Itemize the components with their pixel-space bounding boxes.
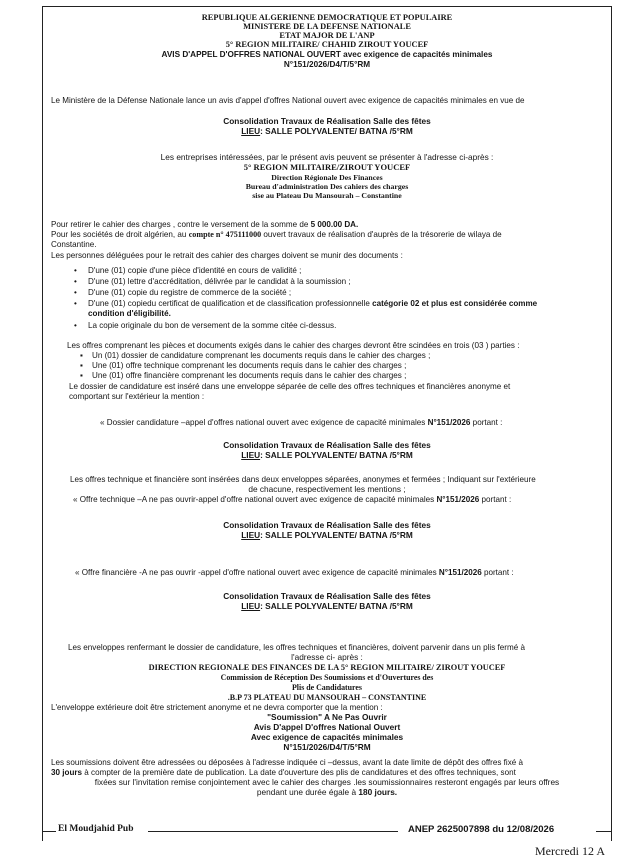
project-lieu-2: LIEU: SALLE POLYVALENTE/ BATNA /5°RM	[241, 450, 413, 460]
header-line-3: ETAT MAJOR DE L'ANP	[279, 31, 375, 40]
mention-fin: « Offre financière -A ne pas ouvrir -appel d'offre national ouvert avec exigence de capacité minimales N°151/2026 portant :	[75, 568, 514, 577]
offre-item-3: ▪ Une (01) offre financière comprenant les documents requis dans le cahier des charges ;	[80, 371, 407, 380]
address1-line-3: Bureau d'administration Des cahiers des charges	[245, 182, 409, 191]
doc-item-3: • D'une (01) copie du registre de commerce de la société ;	[74, 288, 292, 297]
retrait-line-3: Constantine.	[51, 240, 97, 249]
footer-rule-left	[42, 831, 56, 832]
offre-item-2: ▪ Une (01) offre technique comprenant les documents requis dans le cahier des charges ;	[80, 361, 407, 370]
address-intro: Les entreprises intéressées, par le présent avis peuvent se présenter à l'adresse ci-après :	[160, 152, 494, 162]
dossier-text-1: Le dossier de candidature est inséré dans une enveloppe séparée de celle des offres techniques et financières anonyme et	[69, 382, 511, 391]
final-line-3: fixées sur l'invitation remise conjointement avec le cahier des charges .les soumissionnaires resteront engagés par leurs offres	[94, 777, 560, 787]
footer-rule-middle	[148, 831, 398, 832]
enveloppe-ext-text: L'enveloppe extérieure doit être strictement anonyme et ne devra comporter que la mention :	[51, 703, 383, 712]
soumission-line-2: Avis D'appel D'offres National Ouvert	[253, 722, 401, 732]
address1-line-4: sise au Plateau Du Mansourah – Constantine	[252, 191, 402, 200]
project-title-4: Consolidation Travaux de Réalisation Salle des fêtes	[223, 591, 431, 601]
docs-intro: Les personnes déléguées pour le retrait des cahier des charges doivent se munir des documents :	[51, 251, 403, 260]
retrait-amount: 5 000.00 DA.	[310, 220, 359, 229]
project-title-2: Consolidation Travaux de Réalisation Salle des fêtes	[223, 440, 431, 450]
mention-tech: « Offre technique –A ne pas ouvrir-appel d'offre national ouvert avec exigence de capacité minimales N°151/2026 portant :	[73, 495, 512, 504]
soumission-line-4: N°151/2026/D4/T/5°RM	[283, 742, 371, 752]
header-line-2: MINISTERE DE LA DEFENSE NATIONALE	[243, 22, 411, 31]
header-line-5: AVIS D'APPEL D'OFFRES NATIONAL OUVERT avec exigence de capacités minimales	[161, 50, 493, 59]
address2-line-1: DIRECTION REGIONALE DES FINANCES DE LA 5° REGION MILITAIRE/ ZIROUT YOUCEF	[148, 663, 506, 672]
enveloppes-text-1: Les enveloppes renfermant le dossier de candidature, les offres techniques et financières, doivent parvenir dans un plis fermé à	[68, 643, 525, 652]
tech-fin-text-1: Les offres technique et financière sont insérées dans deux enveloppes séparées, anonymes et fermées ; Indiquant sur l'extérieure	[70, 475, 536, 484]
intro-text: Le Ministère de la Défense Nationale lance un avis d'appel d'offres National ouvert avec exigence de capacités minimales en vue de	[51, 96, 525, 105]
doc-item-4: • D'une (01) copiedu certificat de qualification et de classification professionnelle catégorie 02 et plus est considérée comme	[74, 299, 538, 308]
project-lieu-4: LIEU: SALLE POLYVALENTE/ BATNA /5°RM	[241, 601, 413, 611]
lieu-value: : SALLE POLYVALENTE/ BATNA /5°RM	[260, 126, 413, 136]
soumission-line-3: Avec exigence de capacités minimales	[250, 732, 404, 742]
project-title-3: Consolidation Travaux de Réalisation Salle des fêtes	[223, 520, 431, 530]
retrait-line-2	[51, 230, 607, 240]
address2-line-2: Commission de Réception Des Soumissions et d'Ouvertures des	[220, 673, 434, 682]
offres-intro: Les offres comprenant les pièces et documents exigés dans le cahier des charges devront être scindées en trois (03 ) parties :	[67, 341, 520, 350]
project-lieu-1	[42, 127, 612, 137]
footer-rule-right	[596, 831, 612, 832]
doc-item-4-cont: condition d'éligibilité.	[88, 309, 171, 318]
offre-item-1: ▪ Un (01) dossier de candidature comprenant les documents requis dans le cahier des charges ;	[80, 351, 431, 360]
retrait-text-3: ouvert travaux de réalisation d'auprès de la trésorerie de wilaya de	[261, 230, 502, 239]
address1-line-2: Direction Régionale Des Finances	[271, 173, 383, 182]
header-line-6: N°151/2026/D4/T/5°RM	[283, 60, 371, 69]
final-line-2: 30 jours à compter de la première date de publication. La date d'ouverture des plis de candidatures et des offres techniques, sont	[51, 768, 516, 777]
page-date-corner: Mercredi 12 A	[535, 844, 605, 858]
retrait-line-1	[51, 220, 607, 230]
header-line-4: 5° REGION MILITAIRE/ CHAHID ZIROUT YOUCEF	[225, 40, 429, 49]
soumission-line-1: "Soumission" A Ne Pas Ouvrir	[267, 712, 387, 722]
address2-line-4: .B.P 73 PLATEAU DU MANSOURAH – CONSTANTINE	[227, 693, 427, 702]
address1-line-1: 5° REGION MILITAIRE/ZIROUT YOUCEF	[243, 162, 411, 172]
final-line-1: Les soumissions doivent être adressées ou déposées à l'adresse indiquée ci –dessus, avant la date limite de dépôt des offres fixé à	[51, 758, 524, 767]
retrait-text-2: Pour les sociétés de droit algérien, au	[51, 230, 189, 239]
header-line-1: REPUBLIQUE ALGERIENNE DEMOCRATIQUE ET POPULAIRE	[201, 13, 453, 22]
final-line-4: pendant une durée égale à 180 jours.	[256, 787, 398, 797]
footer-anep-ref: ANEP 2625007898 du 12/08/2026	[408, 824, 555, 835]
project-title-1: Consolidation Travaux de Réalisation Salle des fêtes	[223, 116, 431, 126]
tech-fin-text-2: de chacune, respectivement les mentions ;	[248, 484, 406, 494]
footer-publisher: El Moudjahid Pub	[58, 824, 134, 834]
doc-item-2: • D'une (01) lettre d'accréditation, délivrée par le candidat à la soumission ;	[74, 277, 351, 286]
address2-line-3: Plis de Candidatures	[291, 683, 362, 692]
lieu-label: LIEU	[241, 126, 261, 136]
enveloppes-text-2: l'adresse ci- après :	[291, 652, 363, 662]
project-lieu-3: LIEU: SALLE POLYVALENTE/ BATNA /5°RM	[241, 530, 413, 540]
doc-item-5: • La copie originale du bon de versement de la somme citée ci-dessus.	[74, 321, 337, 330]
dossier-text-2: comportant sur l'extérieur la mention :	[69, 392, 205, 401]
compte-number: compte n° 475111000	[188, 230, 262, 239]
mention-dossier: « Dossier candidature –appel d'offres national ouvert avec exigence de capacité minimales N°151/2026 portant :	[100, 418, 503, 427]
retrait-text: Pour retirer le cahier des charges , contre le versement de la somme de	[51, 220, 311, 229]
doc-item-1: • D'une (01) copie d'une pièce d'identité en cours de validité ;	[74, 266, 302, 275]
